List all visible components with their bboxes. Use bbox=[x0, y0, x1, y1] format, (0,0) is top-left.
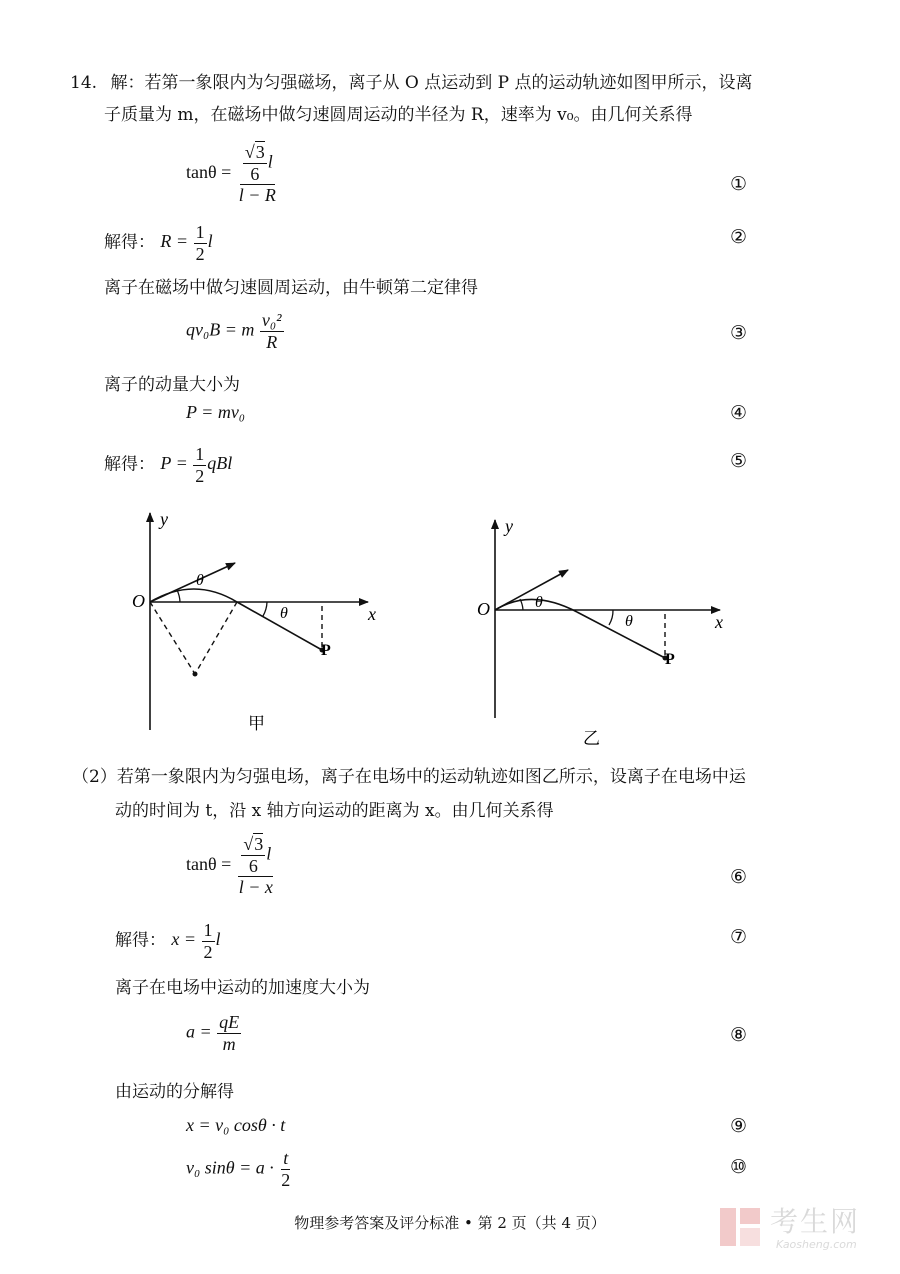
eq10-num: t bbox=[283, 1148, 289, 1168]
fig-a-radius-2 bbox=[195, 602, 237, 674]
eq3-den: R bbox=[266, 331, 278, 352]
eq1-num-l: l bbox=[267, 151, 273, 172]
eq6-sqrt: 3 bbox=[254, 834, 264, 854]
eq2-num: 1 bbox=[195, 222, 205, 242]
equation-2 bbox=[104, 222, 213, 264]
eq6-inner-den: 6 bbox=[248, 855, 258, 876]
eq6-lhs: tanθ = bbox=[186, 854, 232, 875]
fig-b-x-label: x bbox=[715, 612, 723, 632]
eq7-lhs: x = bbox=[171, 929, 197, 950]
mark-10: ⑩ bbox=[730, 1156, 748, 1178]
eq6-inner-fraction: $\frac{√3}{6}$ bbox=[243, 834, 264, 876]
eq5-fraction bbox=[193, 444, 206, 486]
mark-6: ⑥ bbox=[730, 866, 748, 888]
page-footer: 物理参考答案及评分标准 • 第 2 页（共 4 页） bbox=[294, 1214, 606, 1232]
eq7-den: 2 bbox=[203, 941, 213, 962]
fig-a-trajectory-arc bbox=[150, 589, 237, 602]
fig-a-theta-1: θ bbox=[196, 572, 204, 589]
fig-b-line-to-p bbox=[577, 612, 665, 658]
eq8-fraction bbox=[217, 1012, 241, 1054]
eq6-fraction bbox=[237, 834, 275, 898]
fig-a-p-label: P bbox=[321, 642, 331, 659]
eq5-den: 2 bbox=[195, 465, 205, 486]
mark-1: ① bbox=[730, 173, 748, 195]
equation-3 bbox=[186, 310, 285, 352]
fig-a-caption: 甲 bbox=[248, 714, 265, 734]
solve-label-1: 解得： bbox=[104, 232, 155, 253]
fig-a-y-label: y bbox=[160, 509, 168, 529]
part2-intro-line1: （2）若第一象限内为匀强电场，离子在电场中的运动轨迹如图乙所示，设离子在电场中运 bbox=[72, 767, 746, 787]
mark-2: ② bbox=[730, 226, 748, 248]
eq10-fraction bbox=[279, 1148, 292, 1190]
eq3-lhs: qv₀B = m bbox=[186, 319, 255, 340]
eq1-fraction bbox=[237, 142, 278, 206]
mark-9: ⑨ bbox=[730, 1115, 748, 1137]
fig-a-radius-1 bbox=[150, 602, 195, 674]
text-decomp: 由运动的分解得 bbox=[115, 1082, 234, 1102]
fig-b-y-label: y bbox=[505, 516, 513, 536]
mark-7: ⑦ bbox=[730, 926, 748, 948]
fig-a-angle-arc-2 bbox=[263, 602, 267, 616]
problem-intro-text: 解：若第一象限内为匀强磁场，离子从 O 点运动到 P 点的运动轨迹如图甲所示，设离 bbox=[110, 73, 753, 93]
eq5-lhs: P = bbox=[160, 453, 188, 474]
mark-5: ⑤ bbox=[730, 450, 748, 472]
fig-a-angle-arc-1 bbox=[177, 590, 180, 602]
fig-b-theta-2: θ bbox=[625, 613, 633, 630]
mark-8: ⑧ bbox=[730, 1024, 748, 1046]
fig-b-angle-arc-2 bbox=[609, 610, 613, 625]
equation-1 bbox=[186, 142, 279, 206]
eq2-lhs: R = bbox=[160, 231, 189, 252]
watermark-domain: Kaosheng.com bbox=[776, 1238, 857, 1251]
eq1-inner-fraction: $\frac{√3}{6}$ bbox=[244, 142, 265, 184]
eq8-den: m bbox=[222, 1033, 236, 1054]
equation-10 bbox=[186, 1148, 293, 1190]
text-accel: 离子在电场中运动的加速度大小为 bbox=[115, 978, 370, 998]
equation-9: x = v₀ cosθ · t bbox=[186, 1115, 286, 1135]
figure-b bbox=[465, 512, 745, 752]
eq8-num: qE bbox=[219, 1012, 240, 1032]
eq5-tail: qBl bbox=[207, 453, 233, 474]
fig-b-p-label: P bbox=[665, 651, 675, 668]
watermark-logo-icon bbox=[718, 1204, 764, 1250]
part2-intro-line2: 动的时间为 t，沿 x 轴方向运动的距离为 x。由几何关系得 bbox=[115, 801, 554, 821]
fig-b-origin-label: O bbox=[477, 599, 490, 619]
eq1-lhs: tanθ = bbox=[186, 162, 232, 183]
text-momentum: 离子的动量大小为 bbox=[104, 375, 240, 395]
eq1-den: l − R bbox=[238, 185, 276, 206]
fig-a-theta-2: θ bbox=[280, 605, 288, 622]
fig-a-origin-label: O bbox=[132, 591, 145, 611]
eq7-num: 1 bbox=[203, 920, 213, 940]
fig-b-caption: 乙 bbox=[583, 729, 600, 749]
eq3-fraction bbox=[260, 310, 284, 352]
watermark bbox=[718, 1198, 878, 1258]
eq8-lhs: a = bbox=[186, 1021, 212, 1042]
equation-8 bbox=[186, 1012, 242, 1054]
problem-number: 14. bbox=[70, 73, 98, 93]
eq7-tail: l bbox=[215, 929, 221, 950]
mark-4: ④ bbox=[730, 402, 748, 424]
fig-a-center bbox=[193, 672, 198, 677]
eq2-den: 2 bbox=[195, 243, 205, 264]
solve-label-3: 解得： bbox=[115, 930, 166, 951]
eq1-inner-den: 6 bbox=[250, 163, 260, 184]
problem-intro-line1 bbox=[70, 68, 752, 93]
equation-7 bbox=[115, 920, 221, 962]
eq7-fraction bbox=[202, 920, 215, 962]
eq2-fraction bbox=[194, 222, 207, 264]
mark-3: ③ bbox=[730, 322, 748, 344]
eq6-den: l − x bbox=[238, 877, 273, 898]
eq10-den: 2 bbox=[281, 1169, 291, 1190]
equation-5 bbox=[104, 444, 232, 486]
equation-4: P = mv₀ bbox=[186, 402, 246, 422]
figure-a bbox=[120, 505, 400, 745]
watermark-brand: 考生网 bbox=[770, 1205, 861, 1238]
fig-a-x-label: x bbox=[368, 604, 376, 624]
eq10-lhs: v₀ sinθ = a · bbox=[186, 1157, 274, 1178]
solve-label-2: 解得： bbox=[104, 454, 155, 475]
equation-6 bbox=[186, 834, 276, 898]
eq5-num: 1 bbox=[195, 444, 205, 464]
eq1-sqrt: 3 bbox=[255, 142, 265, 162]
eq3-num: v₀² bbox=[261, 310, 282, 330]
eq6-num-l: l bbox=[266, 843, 272, 864]
eq2-tail: l bbox=[207, 231, 213, 252]
text-newton: 离子在磁场中做匀速圆周运动，由牛顿第二定律得 bbox=[104, 278, 478, 298]
problem-intro-line2: 子质量为 m，在磁场中做匀速圆周运动的半径为 R，速率为 v₀。由几何关系得 bbox=[104, 105, 693, 125]
fig-b-theta-1: θ bbox=[535, 594, 543, 611]
